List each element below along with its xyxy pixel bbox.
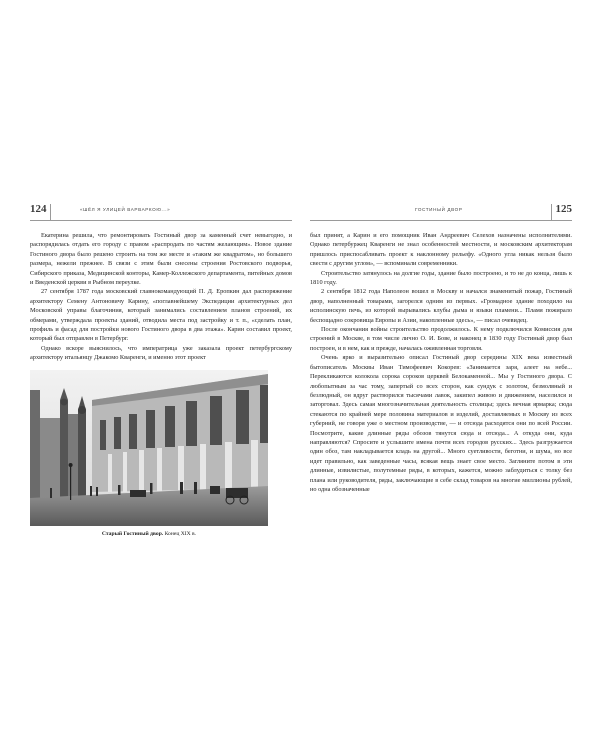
- left-page-header: [30, 203, 292, 221]
- right-page-text: [310, 231, 572, 494]
- left-page-text: [30, 231, 292, 363]
- paragraph: 27 сентября 1787 года московский главнокомандующий П. Д. Еропкин дал распоряжение архитектору Семену Антоновичу Карину, «поглавнейшему Экспедиции архитектурных дел Московской управы благочиния, который занимались составлением планов строений, их обмерами, утверждала проекты зданий, отводила места под застройку и т. п., «сделать план, профиль и фасад для постройки нового Гостиного двора в два этажа». Карин составил проект, который был отправлен в Петербург.: [30, 288, 292, 343]
- page-number-divider: [551, 204, 552, 220]
- caption-title: Старый Гостиный двор.: [101, 530, 164, 537]
- left-page: [30, 203, 292, 537]
- paragraph: Однако вскоре выяснилось, что императрица уже заказала проект петербургскому архитектору итальянцу Джакомо Кваренги, и именно этот проект: [30, 344, 292, 362]
- gostiny-dvor-photo: [30, 370, 268, 526]
- running-head: ГОСТИНЫЙ ДВОР: [415, 207, 463, 212]
- page-number-divider: [50, 204, 51, 220]
- paragraph: Строительство затянулось на долгие годы, здание было построено, и то не до конца, лишь к 1810 году.: [310, 269, 572, 287]
- right-page: [310, 203, 572, 494]
- paragraph: Екатерина решила, что ремонтировать Гостиный двор за каменный счет невыгодно, и распорядилась отдать его городу с правом «распродать по частям желающим». Новое здание Гостиного двора было решено строить на том же месте и «таким же квадратом», но большего размера, нежели прежнее. В связи с этим были снесены строения Ростовского подворья, Сибирского приказа, Медицинской конторы, Камер-Коллежского департамента, питейных домов и Введенской церкви в Рыбном переулке.: [30, 232, 292, 287]
- photo-caption: [30, 531, 268, 537]
- paragraph: Очень ярко и выразительно описал Гостиный двор середины XIX века известный бытописатель Москвы Иван Тимофеевич Кокорев: «Занимается заря, алеет на небе... Перекликаются колокола сорока сороков церквей Белокаменной... Мы у Гостиного двора. С любопытным за час тому, запертый со всех сторон, как сундук с золотом, безмолвный и безлюдный, он вдруг растворился тысячами лавок, закипел живою и движением, населился и заторговал. Здесь самая многозначительная деятельность столицы; здесь вечная ярмарка; сюда стекаются по крайней мере половина материалов и изделий, доставляемых в Москву из всех губерний, не говоря уже о местном производстве, — и отсюда расходятся они по всей России. Посмотрите, какие длинные ряды обозов тянутся сюда и отсюда... А откуда они, куда направляются? Спросите и услышите имена почти всех городов русских... Здесь разгружается один обоз, там накладывается кладь на другой... Много суетливости, беготни, и шума, но все идет правильно, как заведенные часы, всякая вещь знает свое место. Загляните потом в эти длинные, извилистые, полутемные ряды, в которых, кажется, можно заблудиться с толку без плана или руководителя, ряды, заключающие в себе склад товаров на многие миллионы рублей, но одна обозначенные: [310, 354, 572, 493]
- page-number: 124: [30, 203, 47, 215]
- right-page-header: [310, 203, 572, 221]
- paragraph: был принят, а Карин и его помощник Иван Андреевич Селехов назначены исполнителями. Однако петербуржец Кваренги не знал особенностей местности, и московским архитекторам пришлось приспосабливать проект к наклонному рельефу. «Одного угла никак нельзя было свести с другим углом», — вспоминали современники.: [310, 232, 572, 268]
- paragraph: После окончания войны строительство продолжилось. К нему подключился Комиссия для строений в Москве, в том числе лично О. И. Бове, и наконец в 1830 году Гостиный двор был построен, и в нем, как и прежде, началась оживленная торговля.: [310, 326, 572, 352]
- paragraph: 2 сентября 1812 года Наполеон вошел в Москву и начался знаменитый пожар, Гостиный двор, наполненный товарами, загорелся одним из первых. «Громадное здание походило на исполинскую печь, из которой вырывались клубы дыма и языки пламени... Пламя пожирало беспощадно сокровища Европы и Азии, накопленные здесь», — писал очевидец.: [310, 288, 572, 324]
- page-number: 125: [555, 203, 572, 215]
- running-head: «ШЁЛ Я УЛИЦЕЙ ВАРВАРКОЮ...»: [80, 207, 171, 212]
- historical-street-photograph: [30, 370, 268, 526]
- caption-date: Конец XIX в.: [163, 530, 197, 537]
